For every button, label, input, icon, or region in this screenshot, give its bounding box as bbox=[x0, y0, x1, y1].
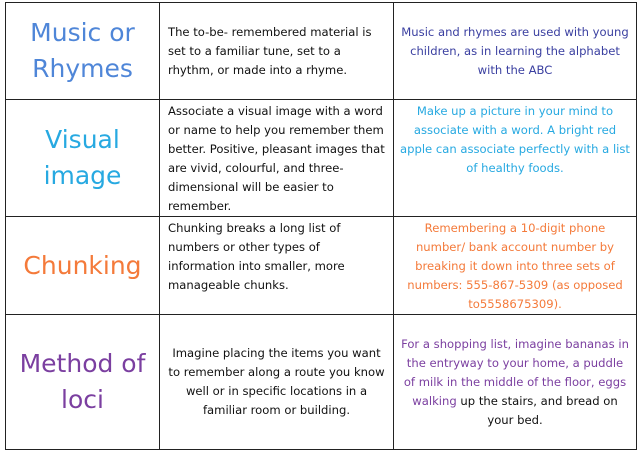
memory-techniques-table bbox=[5, 2, 637, 450]
term-visual-image: Visual image bbox=[43, 125, 122, 190]
term-cell bbox=[6, 217, 160, 315]
description-chunking: Chunking breaks a long list of numbers or other types of information into smaller, more manageable chunks. bbox=[168, 221, 345, 292]
term-cell bbox=[6, 315, 160, 450]
example-cell bbox=[394, 3, 637, 100]
table-row bbox=[6, 100, 637, 217]
description-cell bbox=[160, 315, 394, 450]
term-cell bbox=[6, 100, 160, 217]
description-cell bbox=[160, 3, 394, 100]
example-method-of-loci: For a shopping list, imagine bananas in the entryway to your home, a puddle of milk in the middle of the floor, eggs walking bbox=[401, 336, 629, 408]
example-visual-image: Make up a picture in your mind to associate with a word. A bright red apple can associate perfectly with a list of healthy foods. bbox=[400, 104, 630, 175]
example-music-rhymes: Music and rhymes are used with young children, as in learning the alphabet with the ABC bbox=[401, 24, 629, 77]
description-visual-image: Associate a visual image with a word or name to help you remember them better. Positive, pleasant images that are vivid, colourful, and three-dimensional will be easier to remember. bbox=[168, 104, 385, 213]
table-row bbox=[6, 3, 637, 100]
example-cell bbox=[394, 100, 637, 217]
table-row bbox=[6, 315, 637, 450]
example-cell bbox=[394, 315, 637, 450]
description-cell bbox=[160, 100, 394, 217]
example-method-of-loci-end: up the stairs, and bread on your bed. bbox=[460, 393, 618, 427]
example-cell bbox=[394, 217, 637, 315]
description-music-rhymes: The to-be- remembered material is set to a familiar tune, set to a rhythm, or made into a rhyme. bbox=[168, 24, 372, 77]
term-method-of-loci: Method of loci bbox=[19, 349, 146, 414]
table-row bbox=[6, 217, 637, 315]
term-cell bbox=[6, 3, 160, 100]
term-chunking: Chunking bbox=[23, 250, 142, 280]
description-method-of-loci: Imagine placing the items you want to remember along a route you know well or in specific locations in a familiar room or building. bbox=[168, 346, 385, 417]
term-music-rhymes: Music or Rhymes bbox=[30, 18, 135, 83]
description-cell bbox=[160, 217, 394, 315]
example-chunking: Remembering a 10-digit phone number/ bank account number by breaking it down into three sets of numbers: 555-867-5309 (as opposed to5558675309). bbox=[407, 221, 623, 311]
